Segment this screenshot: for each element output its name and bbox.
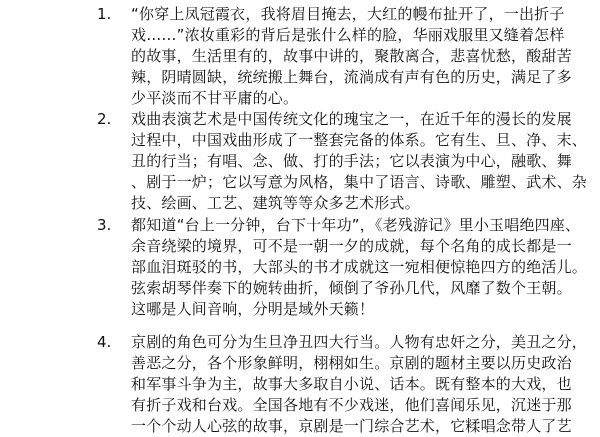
text-line: 少平淡而不甘平庸的心。 bbox=[131, 89, 299, 107]
item-number: 1. bbox=[97, 5, 112, 23]
text-line: 的故事，生活里有的，故事中讲的，聚散离合，悲喜忧愁，酸甜苦 bbox=[131, 47, 572, 65]
item-text bbox=[131, 332, 600, 437]
text-line: 、剧于一炉；它以写意为风格，集中了语言、诗歌、雕塑、武术、杂 bbox=[131, 173, 588, 191]
text-line: “你穿上凤冠霞衣，我将眉目掩去，大红的幔布扯开了，一出折子 bbox=[131, 5, 565, 23]
text-line: 丑的行当；有唱、念、做、打的手法；它以表演为中心，融歌、舞 bbox=[131, 152, 572, 170]
text-line: 这哪是人间音响，分明是域外天籁！ bbox=[131, 300, 375, 318]
text-line: 技、绘画、工艺、建筑等等众多艺术形式。 bbox=[131, 194, 420, 212]
text-line: 京剧的角色可分为生旦净丑四大行当。人物有忠奸之分，美丑之分， bbox=[131, 333, 588, 351]
text-line: 辣，阴晴圆缺，统统搬上舞台，流淌成有声有色的历史，满足了多 bbox=[131, 68, 572, 86]
item-number: 3. bbox=[97, 216, 112, 234]
text-line: 一个个动人心弦的故事，京剧是一门综合艺术，它糅唱念带人了艺 bbox=[131, 417, 572, 435]
item-text bbox=[131, 215, 600, 320]
text-line: 弦索胡琴伴奏下的婉转曲折，倾倒了爷孙几代，风靡了数个王朝。 bbox=[131, 279, 572, 297]
item-text bbox=[131, 109, 600, 214]
text-line: 有折子戏和台戏。全国各地有不少戏迷，他们喜闻乐见，沉迷于那 bbox=[131, 396, 572, 414]
text-line: 都知道“台上一分钟，台下十年功”，《老残游记》里小玉唱绝四座、 bbox=[131, 216, 581, 234]
item-text bbox=[131, 4, 600, 109]
text-line: 余音绕梁的境界，可不是一朝一夕的成就，每个名角的成长都是一 bbox=[131, 237, 572, 255]
text-line: 部血泪斑驳的书，大部头的书才成就这一宛相便惊艳四方的绝活儿。 bbox=[131, 258, 588, 276]
text-line: 过程中，中国戏曲形成了一整套完备的体系。它有生、旦、净、末、 bbox=[131, 131, 588, 149]
item-number: 4. bbox=[97, 333, 112, 351]
text-line: 和军事斗争为主，故事大多取自小说、话本。既有整本的大戏，也 bbox=[131, 375, 572, 393]
text-line: 善恶之分，各个形象鲜明，栩栩如生。京剧的题材主要以历史政治 bbox=[131, 354, 572, 372]
text-line: 戏曲表演艺术是中国传统文化的瑰宝之一，在近千年的漫长的发展 bbox=[131, 110, 572, 128]
item-number: 2. bbox=[97, 110, 112, 128]
text-line: 戏……”浓妆重彩的背后是张什么样的脸，华丽戏服里又缝着怎样 bbox=[131, 26, 565, 44]
